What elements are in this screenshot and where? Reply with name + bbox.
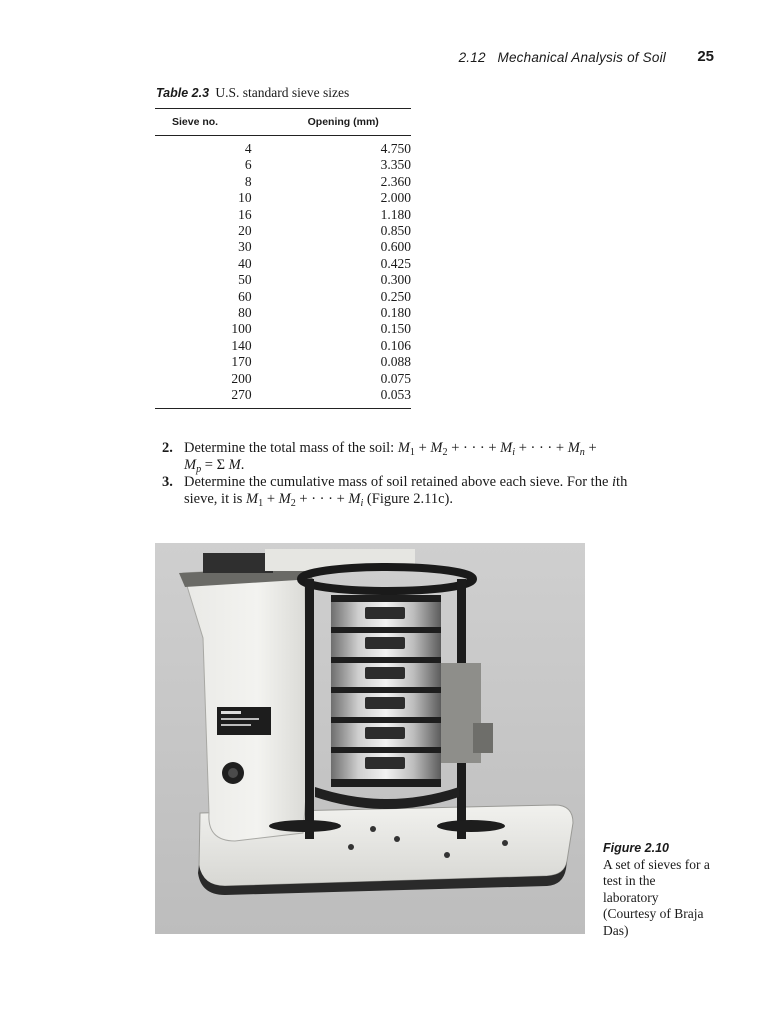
- step-number: 2.: [162, 440, 173, 456]
- sieve-size-table: [155, 108, 411, 409]
- sieve-number-cell: 80: [238, 305, 252, 321]
- table-row: [155, 174, 411, 190]
- figure-label: Figure 2.10: [603, 841, 669, 855]
- table-row: [155, 338, 411, 354]
- table-row: [155, 223, 411, 239]
- running-header: [0, 49, 768, 69]
- figure-caption: [603, 840, 713, 939]
- opening-cell: 2.000: [380, 190, 411, 206]
- sieve-number-cell: 8: [244, 173, 252, 189]
- table-label: Table 2.3: [156, 86, 210, 100]
- table-row: [155, 354, 411, 370]
- opening-cell: 0.425: [380, 255, 411, 271]
- sieve-number-cell: 270: [155, 387, 252, 408]
- opening-cell: 4.750: [380, 141, 411, 156]
- sieve-stack: [331, 595, 441, 787]
- sieve-number-cell: 50: [238, 272, 252, 288]
- table-header-row: [155, 109, 411, 136]
- sieve-number-cell: 16: [238, 206, 252, 222]
- step-number: 3.: [162, 474, 173, 490]
- step-text: Determine the total mass of the soil: $M_1 + M_2$ + · · · + $M_i$ + · · · + $M_n$ + $M_p = \Sigma$ M.: [184, 440, 597, 475]
- column-header-sieve-no: Sieve no.: [155, 109, 252, 136]
- sieve-number-cell: 20: [238, 223, 252, 239]
- table-row: [155, 207, 411, 223]
- table-row: [155, 239, 411, 255]
- page-number: 25: [697, 48, 714, 65]
- table-caption: [156, 85, 349, 101]
- opening-cell: 0.106: [380, 337, 411, 353]
- sieve-number-cell: 6: [244, 157, 252, 173]
- sieve-number-cell: 100: [231, 321, 252, 337]
- opening-cell: 0.300: [380, 272, 411, 288]
- table-row: [155, 387, 411, 408]
- table-row: [155, 371, 411, 387]
- section-title: 2.12 Mechanical Analysis of Soil: [458, 50, 666, 65]
- opening-cell: 0.850: [380, 223, 411, 239]
- sieve-number-cell: 30: [238, 239, 252, 255]
- opening-cell: 0.250: [380, 288, 411, 304]
- opening-cell: 0.150: [380, 321, 411, 337]
- sieve-number-cell: 60: [238, 288, 252, 304]
- sieve-number-cell: 40: [238, 255, 252, 271]
- table-row: [155, 321, 411, 337]
- step-text: Determine the cumulative mass of soil retained above each sieve. For the ith sieve, it is $M_1 + M_2$ + · · · + $M_i$ (Figure 2.11c).: [184, 474, 628, 509]
- opening-cell: 3.350: [380, 157, 411, 173]
- table-row: [155, 256, 411, 272]
- table-row: [155, 272, 411, 288]
- sieve-shaker-photo: [155, 543, 585, 934]
- table-row: [155, 289, 411, 305]
- table-body: [155, 136, 411, 409]
- sieve-number-cell: 10: [238, 190, 252, 206]
- procedure-steps: [160, 440, 720, 508]
- opening-cell: 0.053: [252, 387, 411, 408]
- sieve-number-cell: 140: [231, 337, 252, 353]
- table-row: [155, 305, 411, 321]
- opening-cell: 0.180: [380, 305, 411, 321]
- opening-cell: 0.088: [380, 354, 411, 370]
- opening-cell: 0.600: [380, 239, 411, 255]
- sieve-number-cell: 4: [244, 141, 252, 156]
- figure-caption-text: A set of sieves for a test in the laboratory (Courtesy of Braja Das): [603, 856, 710, 938]
- opening-cell: 0.075: [380, 370, 411, 386]
- table-title: U.S. standard sieve sizes: [215, 85, 350, 100]
- step-2: [160, 440, 720, 474]
- opening-cell: 1.180: [380, 206, 411, 222]
- sieve-number-cell: 170: [231, 354, 252, 370]
- step-3: [160, 474, 720, 508]
- column-header-opening: Opening (mm): [252, 109, 411, 136]
- table-row: [155, 157, 411, 173]
- table-row: [155, 136, 411, 158]
- sieve-number-cell: 200: [231, 370, 252, 386]
- opening-cell: 2.360: [380, 173, 411, 189]
- table-row: [155, 190, 411, 206]
